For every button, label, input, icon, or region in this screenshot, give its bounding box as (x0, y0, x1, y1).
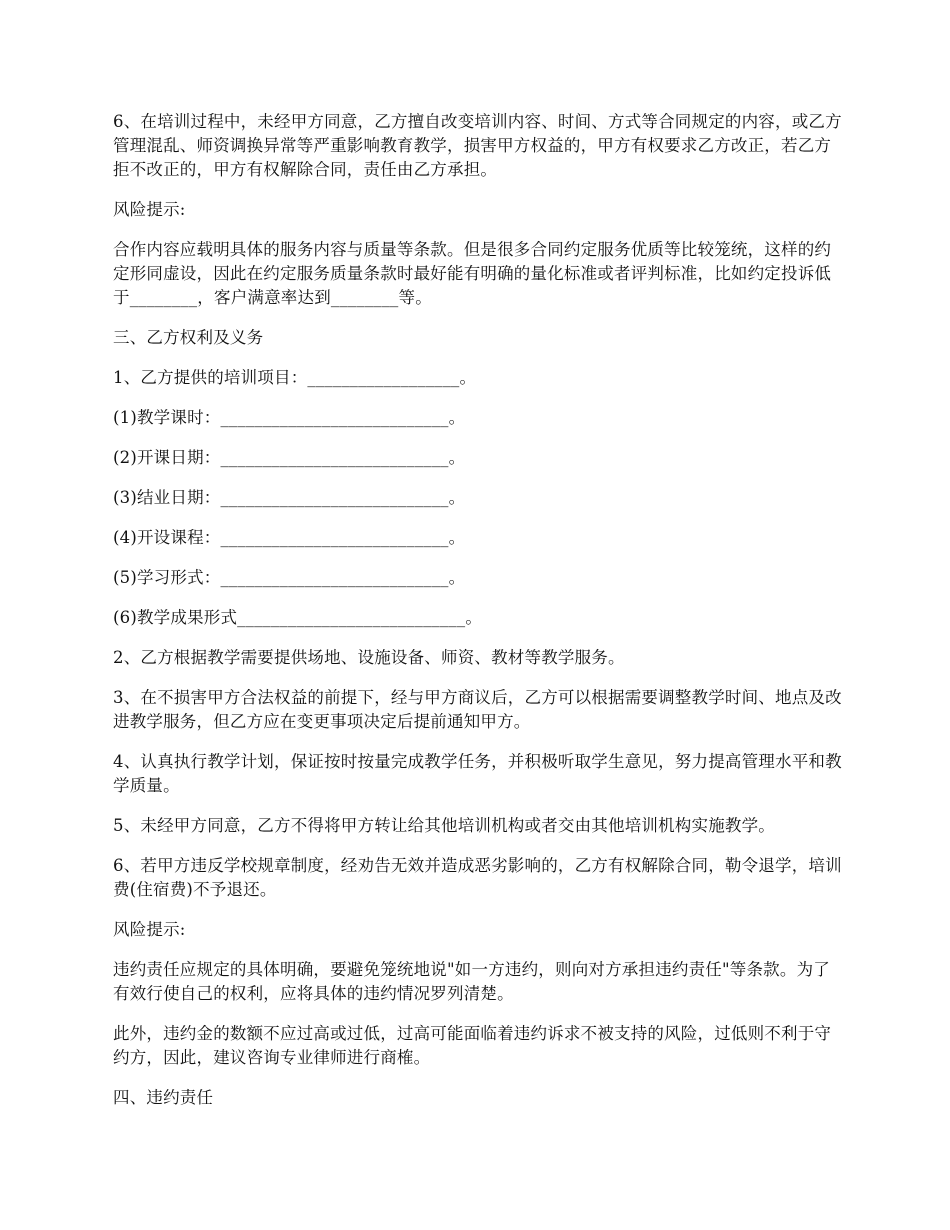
paragraph-teaching-hours: (1)教学课时：___________________________。 (113, 408, 466, 427)
paragraph-clause-2-services: 2、乙方根据教学需要提供场地、设施设备、师资、教材等教学服务。 (113, 648, 625, 667)
paragraph-clause-4-teaching-plan: 4、认真执行教学计划，保证按时按量完成教学任务，并积极听取学生意见，努力提高管理水平和教学质量。 (113, 752, 842, 795)
paragraph-risk-notice-service-quality: 合作内容应载明具体的服务内容与质量等条款。但是很多合同约定服务优质等比较笼统，这样的约定形同虚设，因此在约定服务质量条款时最好能有明确的量化标准或者评判标准，比如约定投诉低于________，客户满意率达到________等。 (113, 240, 832, 307)
document-page (113, 110, 843, 1126)
paragraph-training-project: 1、乙方提供的培训项目：__________________。 (113, 368, 477, 387)
paragraph-clause-6-termination: 6、若甲方违反学校规章制度，经劝告无效并造成恶劣影响的，乙方有权解除合同，勒令退学，培训费(住宿费)不予退还。 (113, 856, 842, 899)
paragraph-risk-notice-heading: 风险提示: (113, 200, 186, 219)
paragraph-study-form: (5)学习形式：___________________________。 (113, 568, 466, 587)
paragraph-clause-3-adjustments: 3、在不损害甲方合法权益的前提下，经与甲方商议后，乙方可以根据需要调整教学时间、地点及改进教学服务，但乙方应在变更事项决定后提前通知甲方。 (113, 688, 842, 731)
paragraph-start-date: (2)开课日期：___________________________。 (113, 448, 466, 467)
paragraph-risk-notice-penalty: 此外，违约金的数额不应过高或过低，过高可能面临着违约诉求不被支持的风险，过低则不利于守约方，因此，建议咨询专业律师进行商榷。 (113, 1024, 832, 1067)
paragraph-clause-6-training-changes: 6、在培训过程中，未经甲方同意，乙方擅自改变培训内容、时间、方式等合同规定的内容，或乙方管理混乱、师资调换异常等严重影响教育教学，损害甲方权益的，甲方有权要求乙方改正，若乙方拒不改正的，甲方有权解除合同，责任由乙方承担。 (113, 112, 842, 179)
paragraph-end-date: (3)结业日期：___________________________。 (113, 488, 466, 507)
section-heading-party-b-rights: 三、乙方权利及义务 (113, 328, 264, 347)
paragraph-teaching-outcome-form: (6)教学成果形式___________________________。 (113, 608, 483, 627)
paragraph-risk-notice-heading-2: 风险提示: (113, 920, 186, 939)
paragraph-risk-notice-liability: 违约责任应规定的具体明确，要避免笼统地说"如一方违约，则向对方承担违约责任"等条款。为了有效行使自己的权利，应将具体的违约情况罗列清楚。 (113, 960, 830, 1003)
paragraph-courses: (4)开设课程：___________________________。 (113, 528, 466, 547)
paragraph-clause-5-no-transfer: 5、未经甲方同意，乙方不得将甲方转让给其他培训机构或者交由其他培训机构实施教学。 (113, 816, 775, 835)
section-heading-breach-liability: 四、违约责任 (113, 1088, 214, 1107)
